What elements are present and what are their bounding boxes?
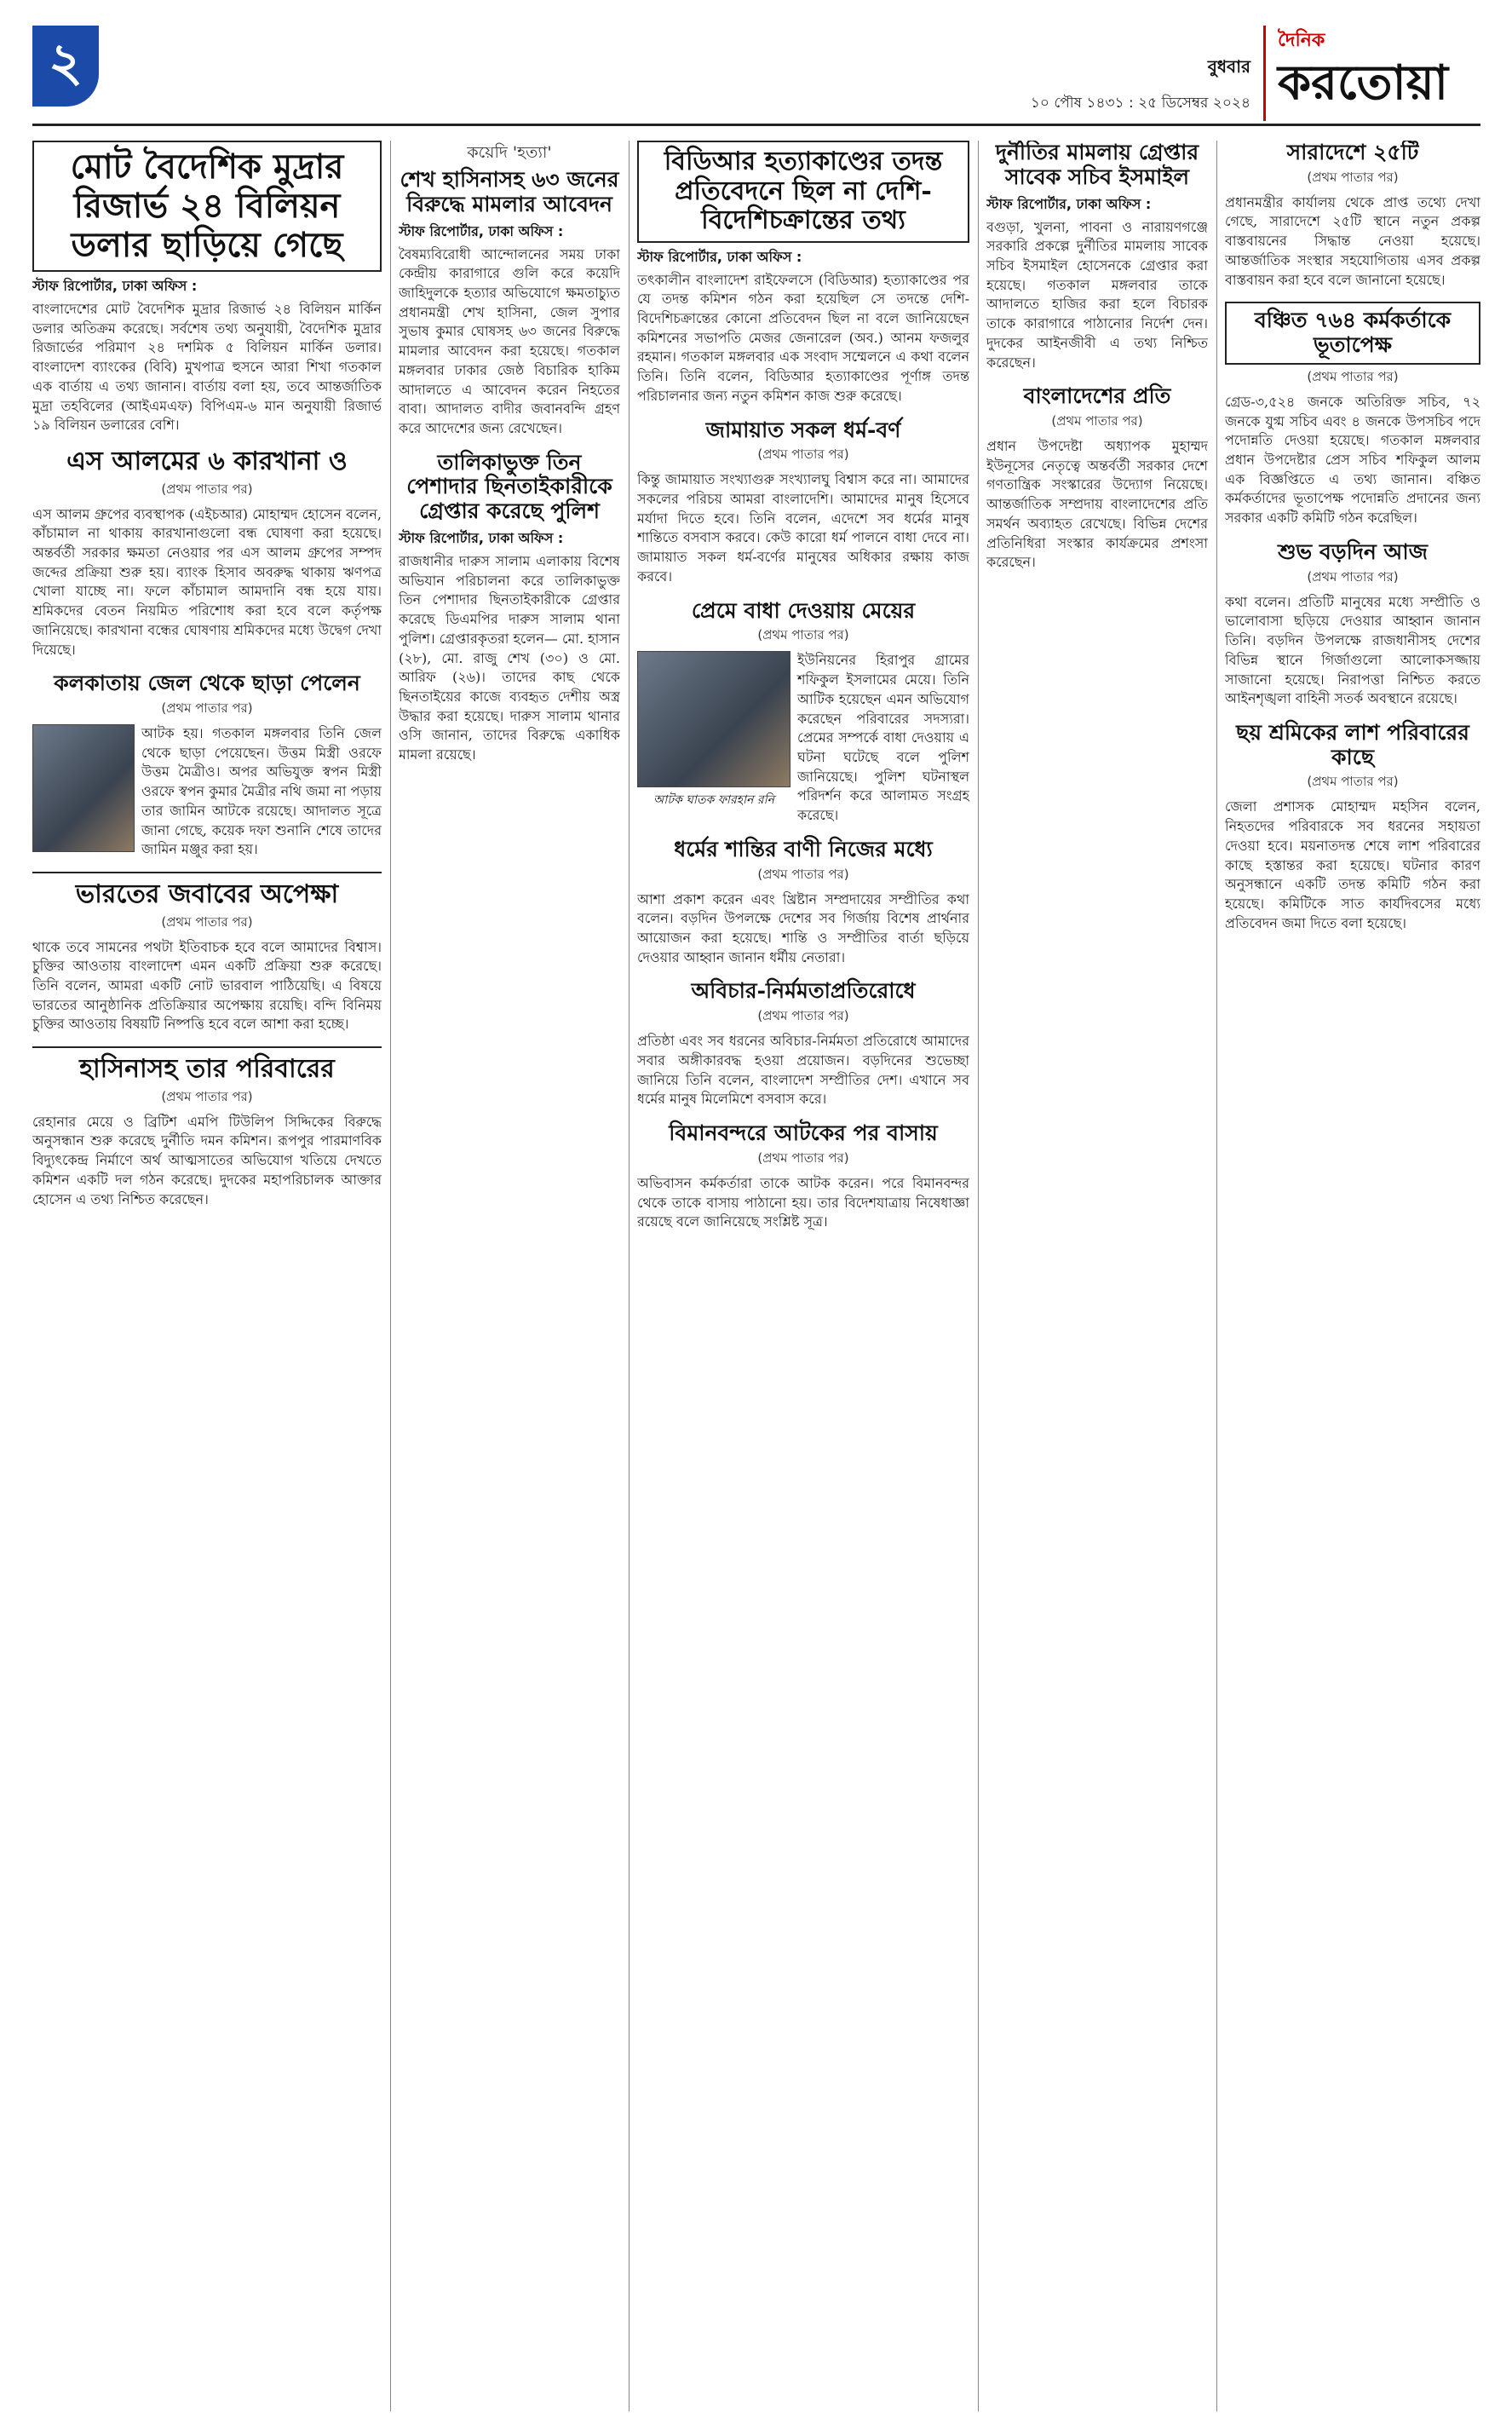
article-six-workers (1225, 721, 1480, 934)
logo-title: করতোয়া (1278, 55, 1448, 111)
headline: বিমানবন্দরে আটকের পর বাসায় (669, 1120, 938, 1146)
headline: এস আলমের ৬ কারখানা ও (66, 446, 348, 477)
article-764-officers (1225, 302, 1480, 528)
article-body: বৈষম্যবিরোধী আন্দোলনের সময় ঢাকা কেন্দ্রীয় কারাগারে গুলি করে কয়েদি জাহিদুলকে হত্যার অভিযোগে ক্ষমতাচ্যুত প্রধানমন্ত্রী শেখ হাসিনা, জেল সুপার সুভাষ কুমার ঘোষসহ ৬৩ জনের বিরুদ্ধে মামলার আবেদন করা হয়েছে। গতকাল মঙ্গলবার ঢাকার জেষ্ঠ বিচারিক হাকিম আদালতে এ আবেদন করেন নিহতের বাবা। আদালত বাদীর জবানবন্দি গ্রহণ করে আদেশের জন্য রেখেছেন। (399, 245, 620, 436)
article-snatchers (399, 451, 620, 765)
article-body: বগুড়া, খুলনা, পাবনা ও নারায়ণগঞ্জে সরকারি প্রকল্পে দুর্নীতির মামলায় সাবেক সচিব ইসমাইল হোসেনকে গ্রেপ্তার করা হয়েছে। গতকাল মঙ্গলবার তাকে আদালতে হাজির করা হলে বিচারক তাকে কারাগারে পাঠানোর নির্দেশ দেন। দুদকের আইনজীবী এ তথ্য নিশ্চিত করেছেন। (986, 218, 1208, 371)
photo-caption: আটক ঘাতক ফারহান রনি (653, 793, 774, 808)
masthead (32, 26, 1480, 126)
byline: স্টাফ রিপোর্টার, ঢাকা অফিস : (399, 529, 564, 546)
continued-label: (প্রথম পাতার পর) (1051, 413, 1143, 429)
article-airport (637, 1121, 969, 1232)
article-body: রাজধানীর দারুস সালাম এলাকায় বিশেষ অভিযান পরিচালনা করে তালিকাভুক্ত তিন পেশাদার ছিনতাইকারীকে গ্রেপ্তার করেছে ডিএমপির দারুস সালাম থানা পুলিশ। গ্রেপ্তারকৃতরা হলেন— মো. হাসান (২৮), মো. রাজু শেখ (৩০) ও মো. আরিফ (২৬)। তাদের কাছ থেকে ছিনতাইয়ের কাজে ব্যবহৃত দেশীয় অস্ত্র উদ্ধার করা হয়েছে। দারুস সালাম থানার ওসি জানান, তাদের বিরুদ্ধে একাধিক মামলা রয়েছে। (399, 552, 620, 763)
kicker: কয়েদি 'হত্যা' (467, 143, 552, 162)
column-4 (986, 141, 1208, 2411)
column-rule (978, 141, 979, 2411)
headline: জামায়াত সকল ধর্ম-বর্ণ (705, 417, 901, 442)
article-bdr (637, 141, 969, 406)
logo-prefix: দৈনিক (1278, 29, 1325, 51)
article-christmas (1225, 540, 1480, 709)
article-body: কথা বলেন। প্রতিটি মানুষের মধ্যে সম্প্রীতি ও ভালোবাসা ছড়িয়ে দেওয়ার আহ্বান জানান তিনি। বড়দিন উপলক্ষে রাজধানীসহ দেশের বিভিন্ন স্থানে গির্জাগুলো আলোকসজ্জায় সাজানো হয়েছে। নিরাপত্তা নিশ্চিত করতে আইনশৃঙ্খলা বাহিনী সতর্ক অবস্থানে রয়েছে। (1225, 593, 1480, 707)
byline: স্টাফ রিপোর্টার, ঢাকা অফিস : (986, 195, 1152, 212)
continued-label: (প্রথম পাতার পর) (1307, 368, 1399, 384)
headline: ছয় শ্রমিকের লাশ পরিবারের কাছে (1236, 719, 1469, 769)
byline: স্টাফ রিপোর্টার, ঢাকা অফিস : (399, 222, 564, 239)
article-jamaat (637, 418, 969, 587)
continued-label: (প্রথম পাতার পর) (161, 700, 253, 717)
continued-label: (প্রথম পাতার পর) (757, 1149, 849, 1166)
headline: বিডিআর হত্যাকাণ্ডের তদন্ত প্রতিবেদনে ছিল না দেশি-বিদেশিচক্রান্তের তথ্য (637, 141, 969, 243)
article-body: ইউনিয়নের হিরাপুর গ্রামের শফিকুল ইসলামের মেয়ে। তিনি আটিক হয়েছেন এমন অভিযোগ করেছেন পরিবারের সদস্যরা। প্রেমের সম্পর্কে বাধা দেওয়ায় এ ঘটনা ঘটেছে বলে পুলিশ জানিয়েছে। পুলিশ ঘটনাস্থল পরিদর্শন করে আলামত সংগ্রহ করেছে। (797, 652, 969, 824)
news-photo (637, 651, 790, 787)
article-religion-peace (637, 838, 969, 968)
article-s-alam (32, 447, 382, 660)
continued-label: (প্রথম পাতার পর) (757, 627, 849, 643)
continued-label: (প্রথম পাতার পর) (757, 866, 849, 882)
article-body: রেহানার মেয়ে ও ব্রিটিশ এমপি টিউলিপ সিদ্দিকের বিরুদ্ধে অনুসন্ধান শুরু করেছে দুর্নীতি দমন কমিশন। রূপপুর পারমাণবিক বিদ্যুৎকেন্দ্র নির্মাণে অর্থ আত্মসাতের অভিযোগ খতিয়ে দেখতে কমিশন একটি দল গঠন করেছে। দুদকের মহাপরিচালক আক্তার হোসেন এ তথ্য নিশ্চিত করেছেন। (32, 1113, 382, 1207)
column-rule (390, 141, 391, 2411)
article-body: তৎকালীন বাংলাদেশ রাইফেলসে (বিডিআর) হত্যাকাণ্ডের পর যে তদন্ত কমিশন গঠন করা হয়েছিল সে তদন্তে দেশি-বিদেশিচক্রান্তের কোনো প্রতিবেদন ছিল না বলে জানিয়েছেন কমিশনের সভাপতি মেজর জেনারেল (অব.) আনম ফজলুর রহমান। গতকাল মঙ্গলবার এক সংবাদ সম্মেলনে এ কথা বলেন তিনি। তিনি বলেন, বিডিআর হত্যাকাণ্ডের পূর্ণাঙ্গ তদন্ত পরিচালনার জন্য নতুন কমিশন কাজ শুরু করেছে। (637, 271, 969, 404)
article-body: গ্রেড-৩,৫২৪ জনকে অতিরিক্ত সচিব, ৭২ জনকে যুগ্ম সচিব এবং ৪ জনকে উপসচিব পদে পদোন্নতি দেওয়া হয়েছে। গতকাল মঙ্গলবার প্রধান উপদেষ্টার প্রেস সচিব শফিকুল আলম এক বিজ্ঞপ্তিতে এ তথ্য জানান। বঞ্চিত কর্মকর্তাদের ভূতাপেক্ষ পদোন্নতি প্রদানের জন্য সরকার একটি কমিটি গঠন করেছিল। (1225, 393, 1480, 527)
headline: কলকাতায় জেল থেকে ছাড়া পেলেন (54, 671, 360, 696)
article-25 (1225, 141, 1480, 290)
continued-label: (প্রথম পাতার পর) (1307, 774, 1399, 790)
article-body: প্রধানমন্ত্রীর কার্যালয় থেকে প্রাপ্ত তথ্যে দেখা গেছে, সারাদেশে ২৫টি স্থানে নতুন প্রকল্প বাস্তবায়নের সিদ্ধান্ত নেওয়া হয়েছে। আন্তর্জাতিক সংস্থার সহযোগিতায় এসব প্রকল্প বাস্তবায়ন করা হবে বলে জানানো হয়েছে। (1225, 193, 1480, 288)
byline: স্টাফ রিপোর্টার, ঢাকা অফিস : (32, 278, 198, 294)
column-3 (637, 141, 969, 2411)
column-rule (629, 141, 630, 2411)
continued-label: (প্রথম পাতার পর) (1307, 169, 1399, 185)
headline: সারাদেশে ২৫টি (1286, 141, 1419, 164)
divider (32, 872, 382, 873)
continued-label: (প্রথম পাতার পর) (757, 446, 849, 463)
newspaper-page (32, 26, 1480, 2411)
column-1 (32, 141, 382, 2411)
portrait-photo (32, 724, 135, 852)
headline: বাংলাদেশের প্রতি (1023, 383, 1171, 409)
continued-label: (প্রথম পাতার পর) (757, 1008, 849, 1024)
article-ismail-arrest (986, 141, 1208, 372)
headline: বঞ্চিত ৭৬৪ কর্মকর্তাকে ভূতাপেক্ষ (1225, 302, 1480, 365)
day-name: বুধবার (1207, 56, 1250, 77)
article-body: বাংলাদেশের মোট বৈদেশিক মুদ্রার রিজার্ভ ২৪ বিলিয়ন মার্কিন ডলার অতিক্রম করেছে। সর্বশেষ তথ্য অনুযায়ী, বৈদেশিক মুদ্রার রিজার্ভের পরিমাণ ২৪ দশমিক ৫ বিলিয়ন মার্কিন ডলার। বাংলাদেশ ব্যাংকের (বিবি) মুখপাত্র হুসনে আরা শিখা গতকাল এক বার্তায় এ তথ্য জানান। বার্তায় বলা হয়, তবে আন্তর্জাতিক মুদ্রা তহবিলের (আইএমএফ) বিপিএম-৬ মান অনুযায়ী রিজার্ভ ১৯ বিলিয়ন ডলারের বেশি। (32, 301, 382, 434)
article-body: জেলা প্রশাসক মোহাম্মদ মহসিন বলেন, নিহতদের পরিবারকে সব ধরনের সহায়তা দেওয়া হবে। ময়নাতদন্ত শেষে লাশ পরিবারের কাছে হস্তান্তর করা হয়েছে। ঘটনার কারণ অনুসন্ধানে একটি তদন্ত কমিটি গঠন করা হয়েছে। কমিটিকে সাত কার্যদিবসের মধ্যে প্রতিবেদন জমা দিতে বলা হয়েছে। (1225, 798, 1480, 931)
headline: মোট বৈদেশিক মুদ্রার রিজার্ভ ২৪ বিলিয়ন ডলার ছাড়িয়ে গেছে (32, 141, 382, 272)
headline: শেখ হাসিনাসহ ৬৩ জনের বিরুদ্ধে মামলার আবেদন (400, 167, 619, 216)
article-bangladesh (986, 384, 1208, 573)
headline: শুভ বড়দিন আজ (1277, 539, 1429, 564)
page-number: ২ (32, 26, 99, 107)
article-body: প্রধান উপদেষ্টা অধ্যাপক মুহাম্মদ ইউনূসের নেতৃত্বে অন্তর্বর্তী সরকার দেশে গণতান্ত্রিক সংস্কারের উদ্যোগ নিয়েছে। আন্তর্জাতিক সম্প্রদায় বাংলাদেশের প্রতি সমর্থন অব্যাহত রেখেছে। বিভিন্ন দেশের প্রতিনিধিরা সংস্কার কার্যক্রমের প্রশংসা করেছেন। (986, 438, 1208, 571)
headline: হাসিনাসহ তার পরিবারের (79, 1054, 335, 1085)
headline: দুর্নীতির মামলায় গ্রেপ্তার সাবেক সচিব ইসমাইল (995, 141, 1199, 189)
article-body: এস আলম গ্রুপের ব্যবস্থাপক (এইচআর) মোহাম্মদ হোসেন বলেন, কাঁচামাল না থাকায় কারখানাগুলো বন্ধ ঘোষণা করা হয়েছে। অন্তর্বর্তী সরকার ক্ষমতা নেওয়ার পর এস আলম গ্রুপের সম্পদ জব্দের প্রক্রিয়া শুরু হয়। ব্যাংক হিসাব অবরুদ্ধ থাকায় ঋণপত্র খোলা যাচ্ছে না। ফলে কাঁচামাল আমদানি বন্ধ হয়ে যায়। শ্রমিকদের বেতন নিয়মিত পরিশোধ করা হবে বলে কর্তৃপক্ষ জানিয়েছে। কারখানা বন্ধের ঘোষণায় শ্রমিকদের মধ্যে উদ্বেগ দেখা দিয়েছে। (32, 505, 382, 658)
article-love-affair (637, 599, 969, 826)
article-india (32, 880, 382, 1034)
article-body: প্রতিষ্ঠা এবং সব ধরনের অবিচার-নির্মমতা প্রতিরোধে আমাদের সবার অঙ্গীকারবদ্ধ হওয়া প্রয়োজন। বড়দিনের শুভেচ্ছা জানিয়ে তিনি বলেন, বাংলাদেশ সম্প্রীতির দেশ। এখানে সব ধর্মের মানুষ মিলেমিশে বসবাস করে। (637, 1033, 969, 1108)
article-body: থাকে তবে সামনের পথটা ইতিবাচক হবে বলে আমাদের বিশ্বাস। চুক্তির আওতায় বাংলাদেশ এমন একটি প্রক্রিয়া শুরু করেছে। তিনি বলেন, আমরা একটি নোট ভারবাল পাঠিয়েছি। এ বিষয়ে ভারতের আনুষ্ঠানিক প্রতিক্রিয়ার অপেক্ষায় রয়েছি। বন্দি বিনিময় চুক্তির আওতায় বিষয়টি নিষ্পত্তি হবে বলে আশা করা হচ্ছে। (32, 938, 382, 1033)
column-2 (399, 141, 620, 2411)
article-hasina-family (32, 1055, 382, 1209)
article-body: আশা প্রকাশ করেন এবং খ্রিষ্টান সম্প্রদায়ের সম্প্রীতির কথা বলেন। বড়দিন উপলক্ষে দেশের সব গির্জায় বিশেষ প্রার্থনার আয়োজন করা হয়েছে। শান্তি ও সম্প্রীতির বার্তা ছড়িয়ে দেওয়ার আহ্বান জানান ধর্মীয় নেতারা। (637, 890, 969, 965)
article-case-filed (399, 141, 620, 439)
continued-label: (প্রথম পাতার পর) (1307, 568, 1399, 585)
headline: ধর্মের শান্তির বাণী নিজের মধ্যে (674, 836, 933, 861)
column-5 (1225, 141, 1480, 2411)
continued-label: (প্রথম পাতার পর) (161, 1088, 253, 1104)
newspaper-logo (1263, 26, 1480, 121)
headline: তালিকাভুক্ত তিন পেশাদার ছিনতাইকারীকে গ্রেপ্তার করেছে পুলিশ (406, 449, 612, 524)
article-body: আটক হয়। গতকাল মঙ্গলবার তিনি জেল থেকে ছাড়া পেয়েছেন। উত্তম মিস্ত্রী ওরফে উত্তম মৈত্রীও। অপর অভিযুক্ত স্বপন মিস্ত্রী ওরফে স্বপন কুমার মৈত্রীর নথি জমা না পড়ায় তার জামিন আটকে রয়েছে। আদালত সূত্রে জানা গেছে, কয়েক দফা শুনানি শেষে তাদের জামিন মঞ্জুর করা হয়। (141, 725, 382, 858)
article-body: কিন্তু জামায়াত সংখ্যাগুরু সংখ্যালঘু বিশ্বাস করে না। আমাদের সকলের পরিচয় আমরা বাংলাদেশি। আমাদের মানুষ হিসেবে মর্যাদা দিতে হবে। তিনি বলেন, এদেশে সব ধর্মের মানুষ শান্তিতে বসবাস করবে। কেউ কারো ধর্ম পালনে বাধা দেবে না। জামায়াত সকল ধর্ম-বর্ণের মানুষের অধিকার রক্ষায় কাজ করবে। (637, 471, 969, 585)
headline: অবিচার-নির্মমতাপ্রতিরোধে (691, 978, 916, 1004)
divider (32, 1046, 382, 1048)
continued-label: (প্রথম পাতার পর) (161, 481, 253, 497)
article-reserve (32, 141, 382, 435)
headline: ভারতের জবাবের অপেক্ষা (75, 879, 339, 910)
article-kolkata (32, 671, 382, 860)
continued-label: (প্রথম পাতার পর) (161, 913, 253, 930)
article-body: অভিবাসন কর্মকর্তারা তাকে আটক করেন। পরে বিমানবন্দর থেকে তাকে বাসায় পাঠানো হয়। তার বিদেশযাত্রায় নিষেধাজ্ঞা রয়েছে বলে জানিয়েছে সংশ্লিষ্ট সূত্র। (637, 1174, 969, 1230)
headline: প্রেমে বাধা দেওয়ায় মেয়ের (691, 597, 916, 623)
article-injustice (637, 979, 969, 1109)
date-line: ১০ পৌষ ১৪৩১ : ২৫ ডিসেম্বর ২০২৪ (1030, 95, 1250, 112)
byline: স্টাফ রিপোর্টার, ঢাকা অফিস : (637, 248, 802, 265)
column-rule (1216, 141, 1217, 2411)
